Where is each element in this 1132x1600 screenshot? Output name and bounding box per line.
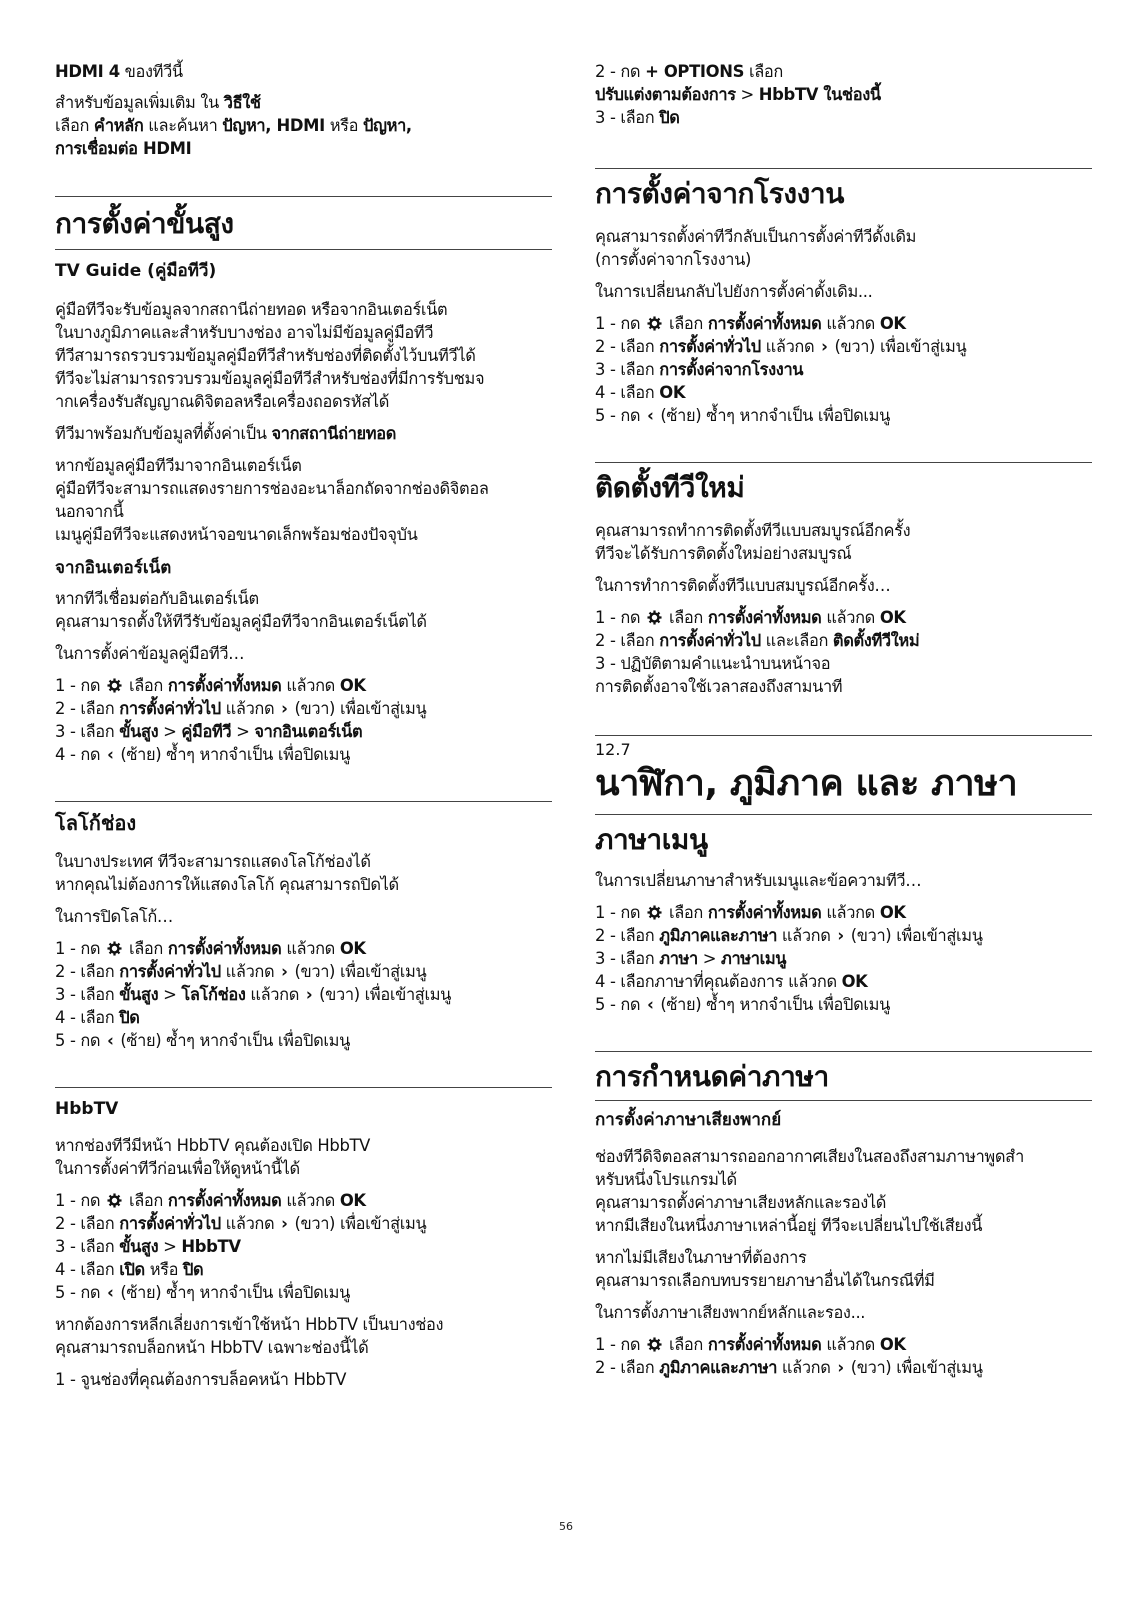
chevron-left-icon: ‹ [647, 406, 654, 425]
chevron-left-icon: ‹ [647, 995, 654, 1014]
step-1: 1 - กด เลือก การตั้งค่าทั้งหมด แล้วกด OK [595, 608, 906, 627]
step-5: 5 - กด ‹ (ซ้าย) ซ้ำๆ หากจำเป็น เพื่อปิดเมนู [595, 995, 890, 1014]
hbbtv-title: HbbTV [55, 1099, 119, 1119]
chevron-left-icon: ‹ [107, 745, 114, 764]
step-3: 3 - เลือก ขั้นสูง > คู่มือทีวี > จากอินเตอร์เน็ต [55, 722, 363, 741]
options-label: + OPTIONS [645, 62, 745, 81]
text-line: ในบางประเทศ ทีวีจะสามารถแสดงโลโก้ช่องได้ [55, 852, 371, 871]
chevron-right-icon: › [305, 985, 313, 1004]
text-line: คุณสามารถเลือกบทบรรยายภาษาอื่นได้ในกรณีที่มี [595, 1271, 935, 1290]
gear-icon [647, 610, 662, 625]
factory-paragraph [595, 225, 1092, 271]
chevron-right-icon: › [281, 962, 288, 981]
step-2: 2 - เลือก ภูมิภาคและภาษา แล้วกด › (ขวา) เพื่อเข้าสู่เมนู [595, 926, 983, 945]
chevron-right-icon: › [837, 926, 844, 945]
menu-language-steps [595, 901, 1092, 1016]
text-line: ากเครื่องรับสัญญาณดิจิตอลหรือเครื่องถอดรหัสได้ [55, 392, 390, 411]
factory-steps [595, 312, 1092, 427]
text-line: ทีวีสามารถรวบรวมข้อมูลคู่มือทีวีสำหรับช่องที่ติดตั้งไว้บนทีวีได้ [55, 346, 476, 365]
keyword-2-cont: การเชื่อมต่อ HDMI [55, 139, 192, 158]
factory-settings-title: การตั้งค่าจากโรงงาน [595, 177, 844, 210]
text-line: หากมีเสียงในหนึ่งภาษาเหล่านี้อยู่ ทีวีจะเปลี่ยนไปใช้เสียงนี้ [595, 1216, 983, 1235]
text-line: นอกจากนี้ [55, 502, 124, 521]
text-line: หรับหนึ่งโปรแกรมได้ [595, 1170, 737, 1189]
step-2: 2 - เลือก การตั้งค่าทั่วไป แล้วกด › (ขวา) เพื่อเข้าสู่เมนู [55, 962, 427, 981]
tv-guide-title: TV Guide (คู่มือทีวี) [55, 261, 217, 281]
step-3: 3 - เลือก ขั้นสูง > โลโก้ช่อง แล้วกด › (ขวา) เพื่อเข้าสู่เมนู [55, 985, 452, 1004]
step-5: 5 - กด ‹ (ซ้าย) ซ้ำๆ หากจำเป็น เพื่อปิดเมนู [595, 406, 890, 425]
tv-guide-internet-paragraph [55, 454, 552, 546]
step-4: 4 - เลือก ปิด [55, 1008, 140, 1027]
tv-guide-paragraph [55, 298, 552, 413]
text-line: ในบางภูมิภาคและสำหรับบางช่อง อาจไม่มีข้อมูลคู่มือทีวี [55, 323, 434, 342]
step-2: 2 - เลือก การตั้งค่าทั่วไป และเลือก ติดตั้งทีวีใหม่ [595, 631, 920, 650]
step-2: 2 - เลือก ภูมิภาคและภาษา แล้วกด › (ขวา) เพื่อเข้าสู่เมนู [595, 1358, 983, 1377]
divider [595, 735, 1092, 736]
reinstall-title: ติดตั้งทีวีใหม่ [595, 471, 745, 504]
logo-steps [55, 937, 552, 1052]
audio-steps [595, 1333, 1092, 1379]
from-broadcaster-label: จากสถานีถ่ายทอด [271, 424, 397, 443]
step-2: 2 - เลือก การตั้งค่าทั่วไป แล้วกด › (ขวา) เพื่อเข้าสู่เมนู [55, 1214, 427, 1233]
channel-logos-title: โลโก้ช่อง [55, 811, 137, 835]
text-line: ทีวีจะไม่สามารถรวบรวมข้อมูลคู่มือทีวีสำหรับช่องที่มีการรับชมจ [55, 369, 485, 388]
text-line: คุณสามารถบล็อกหน้า HbbTV เฉพาะช่องนี้ได้ [55, 1338, 369, 1357]
help-text: สำหรับข้อมูลเพิ่มเติม ใน [55, 93, 224, 112]
logo-paragraph [55, 850, 552, 896]
advanced-settings-title: การตั้งค่าขั้นสูง [55, 207, 234, 240]
step-1: 1 - กด เลือก การตั้งค่าทั้งหมด แล้วกด OK [55, 1191, 366, 1210]
step-2-cont: ปรับแต่งตามต้องการ > HbbTV ในช่องนี้ [595, 85, 881, 104]
step-2: 2 - กด + OPTIONS เลือก [595, 62, 783, 81]
internet-intro: ในการตั้งค่าข้อมูลคู่มือทีวี… [55, 644, 245, 663]
chevron-left-icon: ‹ [107, 1283, 114, 1302]
chevron-left-icon: ‹ [107, 1031, 114, 1050]
step-3: 3 - เลือก ภาษา > ภาษาเมนู [595, 949, 787, 968]
left-column [55, 60, 552, 1400]
gear-icon [647, 905, 662, 920]
hbbtv-paragraph [55, 1134, 552, 1180]
tv-guide-default: ทีวีมาพร้อมกับข้อมูลที่ตั้งค่าเป็น จากสถานีถ่ายทอด [55, 424, 397, 443]
step-3: 3 - ปฏิบัติตามคำแนะนำบนหน้าจอ [595, 654, 831, 673]
text-line: ช่องทีวีดิจิตอลสามารถออกอากาศเสียงในสองถึงสามภาษาพูดสำ [595, 1147, 1025, 1166]
chevron-right-icon: › [837, 1358, 844, 1377]
text-line: เมนูคู่มือทีวีจะแสดงหน้าจอขนาดเล็กพร้อมช่องปัจจุบัน [55, 525, 418, 544]
text-line: คู่มือทีวีจะรับข้อมูลจากสถานีถ่ายทอด หรือจากอินเตอร์เน็ต [55, 300, 448, 319]
step-4: 4 - กด ‹ (ซ้าย) ซ้ำๆ หากจำเป็น เพื่อปิดเมนู [55, 745, 350, 764]
step-4: 4 - เลือกภาษาที่คุณต้องการ แล้วกด OK [595, 972, 868, 991]
chevron-right-icon: › [821, 337, 828, 356]
divider [595, 462, 1092, 463]
step-3: 3 - เลือก ปิด [595, 108, 680, 127]
divider [595, 1100, 1092, 1101]
language-preferences-title: การกำหนดค่าภาษา [595, 1060, 829, 1093]
chevron-right-icon: › [281, 699, 288, 718]
text-line: หากข้อมูลคู่มือทีวีมาจากอินเตอร์เน็ต [55, 456, 302, 475]
step-1: 1 - กด เลือก การตั้งค่าทั้งหมด แล้วกด OK [595, 314, 906, 333]
text-line: คุณสามารถตั้งให้ทีวีรับข้อมูลคู่มือทีวีจากอินเตอร์เน็ตได้ [55, 612, 427, 631]
logo-intro: ในการปิดโลโก้… [55, 907, 173, 926]
divider [595, 168, 1092, 169]
text-line: หากช่องทีวีมีหน้า HbbTV คุณต้องเปิด HbbTV [55, 1136, 371, 1155]
section-title: นาฬิกา, ภูมิภาค และ ภาษา [595, 763, 1018, 804]
text-line: หากไม่มีเสียงในภาษาที่ต้องการ [595, 1248, 807, 1267]
step-5: 5 - กด ‹ (ซ้าย) ซ้ำๆ หากจำเป็น เพื่อปิดเมนู [55, 1283, 350, 1302]
divider [55, 196, 552, 197]
hbbtv-steps [55, 1189, 552, 1304]
step-1: 1 - กด เลือก การตั้งค่าทั้งหมด แล้วกด OK [55, 676, 366, 695]
audio-intro: ในการตั้งภาษาเสียงพากย์หลักและรอง... [595, 1303, 866, 1322]
step-1: 1 - กด เลือก การตั้งค่าทั้งหมด แล้วกด OK [55, 939, 366, 958]
factory-intro: ในการเปลี่ยนกลับไปยังการตั้งค่าดั้งเดิม... [595, 282, 873, 301]
step-4: 4 - เลือก เปิด หรือ ปิด [55, 1260, 204, 1279]
text-line: (การตั้งค่าจากโรงงาน) [595, 250, 751, 269]
menu-language-title: ภาษาเมนู [595, 823, 708, 856]
help-text: หรือ [324, 116, 363, 135]
gear-icon [107, 678, 122, 693]
reinstall-steps [595, 606, 1092, 698]
reinstall-paragraph [595, 519, 1092, 565]
chevron-right-icon: › [281, 1214, 288, 1233]
text-line: หากคุณไม่ต้องการให้แสดงโลโก้ คุณสามารถปิดได้ [55, 875, 399, 894]
step-2: 2 - เลือก การตั้งค่าทั่วไป แล้วกด › (ขวา) เพื่อเข้าสู่เมนู [55, 699, 427, 718]
step-1: 1 - กด เลือก การตั้งค่าทั้งหมด แล้วกด OK [595, 903, 906, 922]
keywords-label: คำหลัก [93, 116, 144, 135]
text-line: คู่มือทีวีจะสามารถแสดงรายการช่องอะนาล็อกถัดจากช่องดิจิตอล [55, 479, 489, 498]
text-line: คุณสามารถทำการติดตั้งทีวีแบบสมบูรณ์อีกครั้ง [595, 521, 911, 540]
step-5: 5 - กด ‹ (ซ้าย) ซ้ำๆ หากจำเป็น เพื่อปิดเมนู [55, 1031, 350, 1050]
hdmi4-label: HDMI 4 [55, 62, 120, 81]
gear-icon [647, 1337, 662, 1352]
audio-paragraph-2 [595, 1246, 1092, 1292]
right-column [595, 60, 1092, 1388]
help-text: และค้นหา [143, 116, 223, 135]
step-3: 3 - เลือก ขั้นสูง > HbbTV [55, 1237, 241, 1256]
guide-steps [55, 674, 552, 766]
section-number: 12.7 [595, 740, 631, 759]
divider [55, 801, 552, 802]
menu-language-intro: ในการเปลี่ยนภาษาสำหรับเมนูและข้อความทีวี… [595, 871, 922, 890]
hbbtv-block-steps-cont [595, 60, 1092, 129]
divider [595, 814, 1092, 815]
text-line: ทีวีจะได้รับการติดตั้งใหม่อย่างสมบูรณ์ [595, 544, 852, 563]
keyword-1: ปัญหา, HDMI [222, 116, 325, 135]
text-line: คุณสามารถตั้งค่าทีวีกลับเป็นการตั้งค่าทีวีดั้งเดิม [595, 227, 917, 246]
audio-paragraph [595, 1145, 1092, 1237]
text-line: ในการตั้งค่าทีวีก่อนเพื่อให้ดูหน้านี้ได้ [55, 1159, 300, 1178]
reinstall-intro: ในการทำการติดตั้งทีวีแบบสมบูรณ์อีกครั้ง… [595, 576, 891, 595]
gear-icon [107, 1193, 122, 1208]
from-internet-title: จากอินเตอร์เน็ต [55, 558, 172, 578]
internet-paragraph [55, 587, 552, 633]
hbbtv-block-paragraph [55, 1313, 552, 1359]
hdmi4-suffix: ของทีวีนี้ [119, 62, 183, 81]
step-2: 2 - เลือก การตั้งค่าทั่วไป แล้วกด › (ขวา) เพื่อเข้าสู่เมนู [595, 337, 967, 356]
keyword-2: ปัญหา, [362, 116, 412, 135]
step-4: 4 - เลือก OK [595, 383, 686, 402]
hdmi-help-block [55, 60, 552, 160]
step-3: 3 - เลือก การตั้งค่าจากโรงงาน [595, 360, 804, 379]
divider [55, 249, 552, 250]
gear-icon [647, 316, 662, 331]
hbbtv-block-step: 1 - จูนช่องที่คุณต้องการบล็อคหน้า HbbTV [55, 1370, 347, 1389]
page-number: 56 [559, 1520, 573, 1533]
gear-icon [107, 941, 122, 956]
text-line: หากต้องการหลีกเลี่ยงการเข้าใช้หน้า HbbTV เป็นบางช่อง [55, 1315, 444, 1334]
step-1: 1 - กด เลือก การตั้งค่าทั้งหมด แล้วกด OK [595, 1335, 906, 1354]
step-3-cont: การติดตั้งอาจใช้เวลาสองถึงสามนาที [595, 677, 843, 696]
help-text: เลือก [55, 116, 94, 135]
text-line: หากทีวีเชื่อมต่อกับอินเตอร์เน็ต [55, 589, 259, 608]
divider [55, 1087, 552, 1088]
audio-language-title: การตั้งค่าภาษาเสียงพากย์ [595, 1110, 782, 1130]
help-link: วิธีใช้ [223, 93, 261, 112]
text-line: คุณสามารถตั้งค่าภาษาเสียงหลักและรองได้ [595, 1193, 887, 1212]
divider [595, 1051, 1092, 1052]
